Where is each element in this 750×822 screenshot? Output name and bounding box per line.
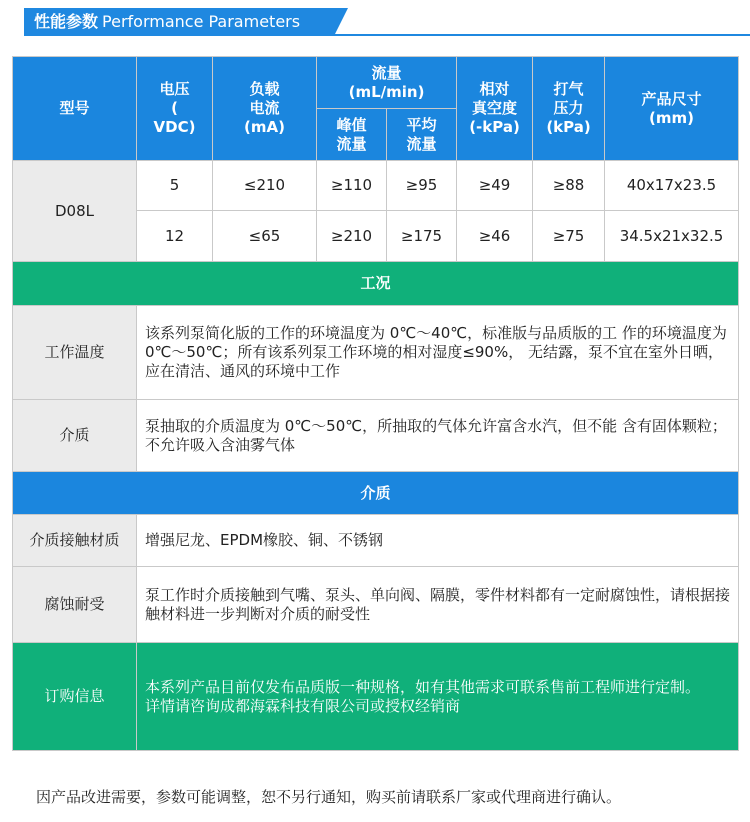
banner-title-cn: 性能参数 (34, 12, 99, 31)
voltage-cell: 5 (137, 161, 213, 211)
order-info-label: 订购信息 (13, 643, 137, 751)
work-temp-label: 工作温度 (13, 306, 137, 400)
vacuum-cell: ≥49 (457, 161, 533, 211)
banner-bar-tip (334, 8, 348, 36)
header-pressure (533, 57, 605, 161)
banner-underline (24, 34, 750, 36)
order-info-text (137, 643, 739, 751)
header-flow-peak-l2: 流量 (336, 134, 367, 153)
header-size (605, 57, 739, 161)
pressure-cell: ≥88 (533, 161, 605, 211)
header-flow-avg-l1: 平均 (406, 115, 437, 134)
current-cell: ≤65 (213, 211, 317, 262)
section-medium: 介质 (13, 472, 739, 515)
header-vacuum (457, 57, 533, 161)
header-current (213, 57, 317, 161)
header-current-l2: 电流 (249, 99, 280, 117)
voltage-cell: 12 (137, 211, 213, 262)
medium-label: 介质 (13, 400, 137, 472)
banner-title-en: Performance Parameters (102, 12, 301, 31)
header-voltage-l2: ( (171, 99, 178, 117)
header-pressure-l2: 压力 (553, 99, 584, 117)
header-pressure-l3: (kPa) (546, 118, 591, 136)
size-cell: 40x17x23.5 (605, 161, 739, 211)
model-cell: D08L (13, 161, 137, 262)
performance-table (12, 56, 739, 751)
section-banner (0, 0, 750, 44)
header-model: 型号 (13, 57, 137, 161)
flow-avg-cell: ≥95 (387, 161, 457, 211)
header-flow-avg-l2: 流量 (406, 134, 437, 153)
contact-material-label: 介质接触材质 (13, 515, 137, 567)
header-flow-l1: 流量 (371, 63, 402, 82)
current-cell: ≤210 (213, 161, 317, 211)
table-row (13, 161, 739, 211)
header-vacuum-l2: 真空度 (472, 99, 518, 117)
header-pressure-l1: 打气 (553, 80, 584, 98)
corrosion-text: 泵工作时介质接触到气嘴、泵头、单向阀、隔膜，零件材料都有一定耐腐蚀性，请根据接触材料进一步判断对介质的耐受性 (137, 567, 739, 643)
header-flow-l2: (mL/min) (348, 82, 425, 101)
header-flow-avg (387, 109, 457, 161)
flow-peak-cell: ≥110 (317, 161, 387, 211)
footer-note: 因产品改进需要，参数可能调整，恕不另行通知，购买前请联系厂家或代理商进行确认。 (36, 788, 622, 806)
corrosion-label: 腐蚀耐受 (13, 567, 137, 643)
work-temp-text: 该系列泵简化版的工作的环境温度为 0℃～40℃，标准版与品质版的工 作的环境温度为 0℃～50℃；所有该系列泵工作环境的相对湿度≤90%， 无结露，泵不宜在室外日晒，应在清洁、通风的环境中工作 (137, 306, 739, 400)
vacuum-cell: ≥46 (457, 211, 533, 262)
header-flow-peak (317, 109, 387, 161)
header-flow (317, 57, 457, 109)
header-flow-peak-l1: 峰值 (336, 115, 367, 134)
header-size-l2: (mm) (649, 108, 694, 127)
pressure-cell: ≥75 (533, 211, 605, 262)
medium-text: 泵抽取的介质温度为 0℃～50℃，所抽取的气体允许富含水汽，但不能 含有固体颗粒；不允许吸入含油雾气体 (137, 400, 739, 472)
header-vacuum-l1: 相对 (479, 80, 510, 98)
section-conditions: 工况 (13, 262, 739, 306)
banner-title (34, 11, 300, 33)
header-vacuum-l3: (-kPa) (469, 118, 520, 136)
order-info-line1: 本系列产品目前仅发布品质版一种规格，如有其他需求可联系售前工程师进行定制。 (145, 677, 701, 696)
header-voltage (137, 57, 213, 161)
flow-peak-cell: ≥210 (317, 211, 387, 262)
header-voltage-l3: VDC) (153, 118, 196, 136)
order-info-line2: 详情请咨询成都海霖科技有限公司或授权经销商 (145, 696, 461, 715)
header-size-l1: 产品尺寸 (641, 89, 702, 108)
header-current-l3: (mA) (244, 118, 285, 136)
size-cell: 34.5x21x32.5 (605, 211, 739, 262)
contact-material-text: 增强尼龙、EPDM橡胶、铜、不锈钢 (137, 515, 739, 567)
flow-avg-cell: ≥175 (387, 211, 457, 262)
header-voltage-l1: 电压 (159, 80, 190, 98)
header-current-l1: 负载 (249, 80, 280, 98)
